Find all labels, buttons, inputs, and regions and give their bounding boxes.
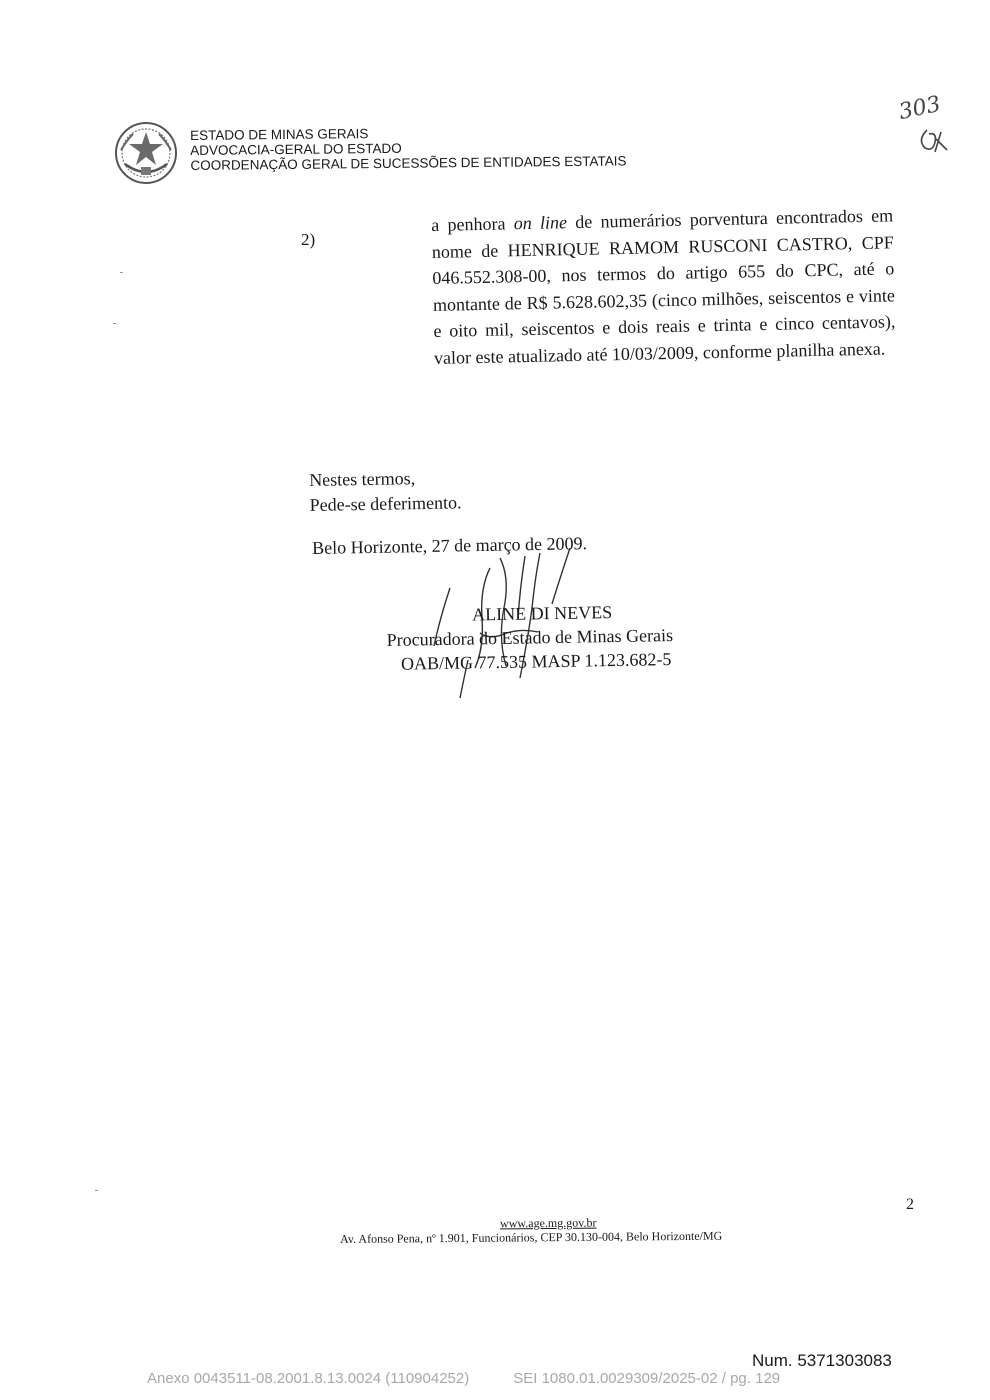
signatory-registration: OAB/MG 77.535 MASP 1.123.682-5 (400, 649, 672, 674)
footer-url-link[interactable]: www.age.mg.gov.br (499, 1215, 597, 1231)
item-text-italic: on line (513, 212, 568, 234)
signatory-block (386, 599, 674, 676)
letterhead-department: COORDENAÇÃO GERAL DE SUCESSÕES DE ENTIDADES ESTATAIS (190, 153, 627, 173)
page-number: 2 (906, 1196, 914, 1213)
handwritten-mark-icon (895, 90, 965, 160)
sei-reference: SEI 1080.01.0029309/2025-02 / pg. 129 (513, 1370, 781, 1387)
letterhead-state: ESTADO DE MINAS GERAIS (190, 126, 369, 143)
closing-line-2: Pede-se deferimento. (309, 492, 462, 515)
handwritten-mark-number: 303 (896, 91, 943, 126)
item-text-post: de numerários porventura encontrados em nome de HENRIQUE RAMOM RUSCONI CASTRO, CPF 046.552.308-00, nos termos do artigo 655 do CPC, até o montante de R$ 5.628.602,35 (cinco milhões, seiscentos e vinte e oito mil, seiscentos e dois reais e trinta e cinco centavos), valor este atualizado até 10/03/2009, conforme planilha anexa. (431, 205, 896, 368)
annex-stamp (147, 1370, 780, 1387)
footer-address: Av. Afonso Pena, nº 1.901, Funcionários, CEP 30.130-004, Belo Horizonte/MG (340, 1228, 723, 1246)
item-body (431, 202, 896, 371)
signatory-role: Procuradora do Estado de Minas Gerais (386, 624, 674, 650)
closing (309, 465, 462, 518)
scan-speck (120, 272, 123, 273)
item-number: 2) (301, 230, 316, 249)
document-number: Num. 5371303083 (752, 1351, 892, 1370)
signatory-name: ALINE DI NEVES (472, 602, 613, 625)
letterhead (190, 123, 627, 173)
scan-speck (95, 1190, 98, 1191)
letterhead-agency: ADVOCACIA-GERAL DO ESTADO (190, 140, 402, 158)
scan-speck (113, 323, 116, 324)
coat-of-arms-icon (113, 120, 179, 186)
item-text-pre: a penhora (431, 213, 514, 235)
annex-reference: Anexo 0043511-08.2001.8.13.0024 (110904252) (147, 1370, 470, 1387)
date-line: Belo Horizonte, 27 de março de 2009. (312, 533, 588, 558)
closing-line-1: Nestes termos, (309, 468, 416, 490)
